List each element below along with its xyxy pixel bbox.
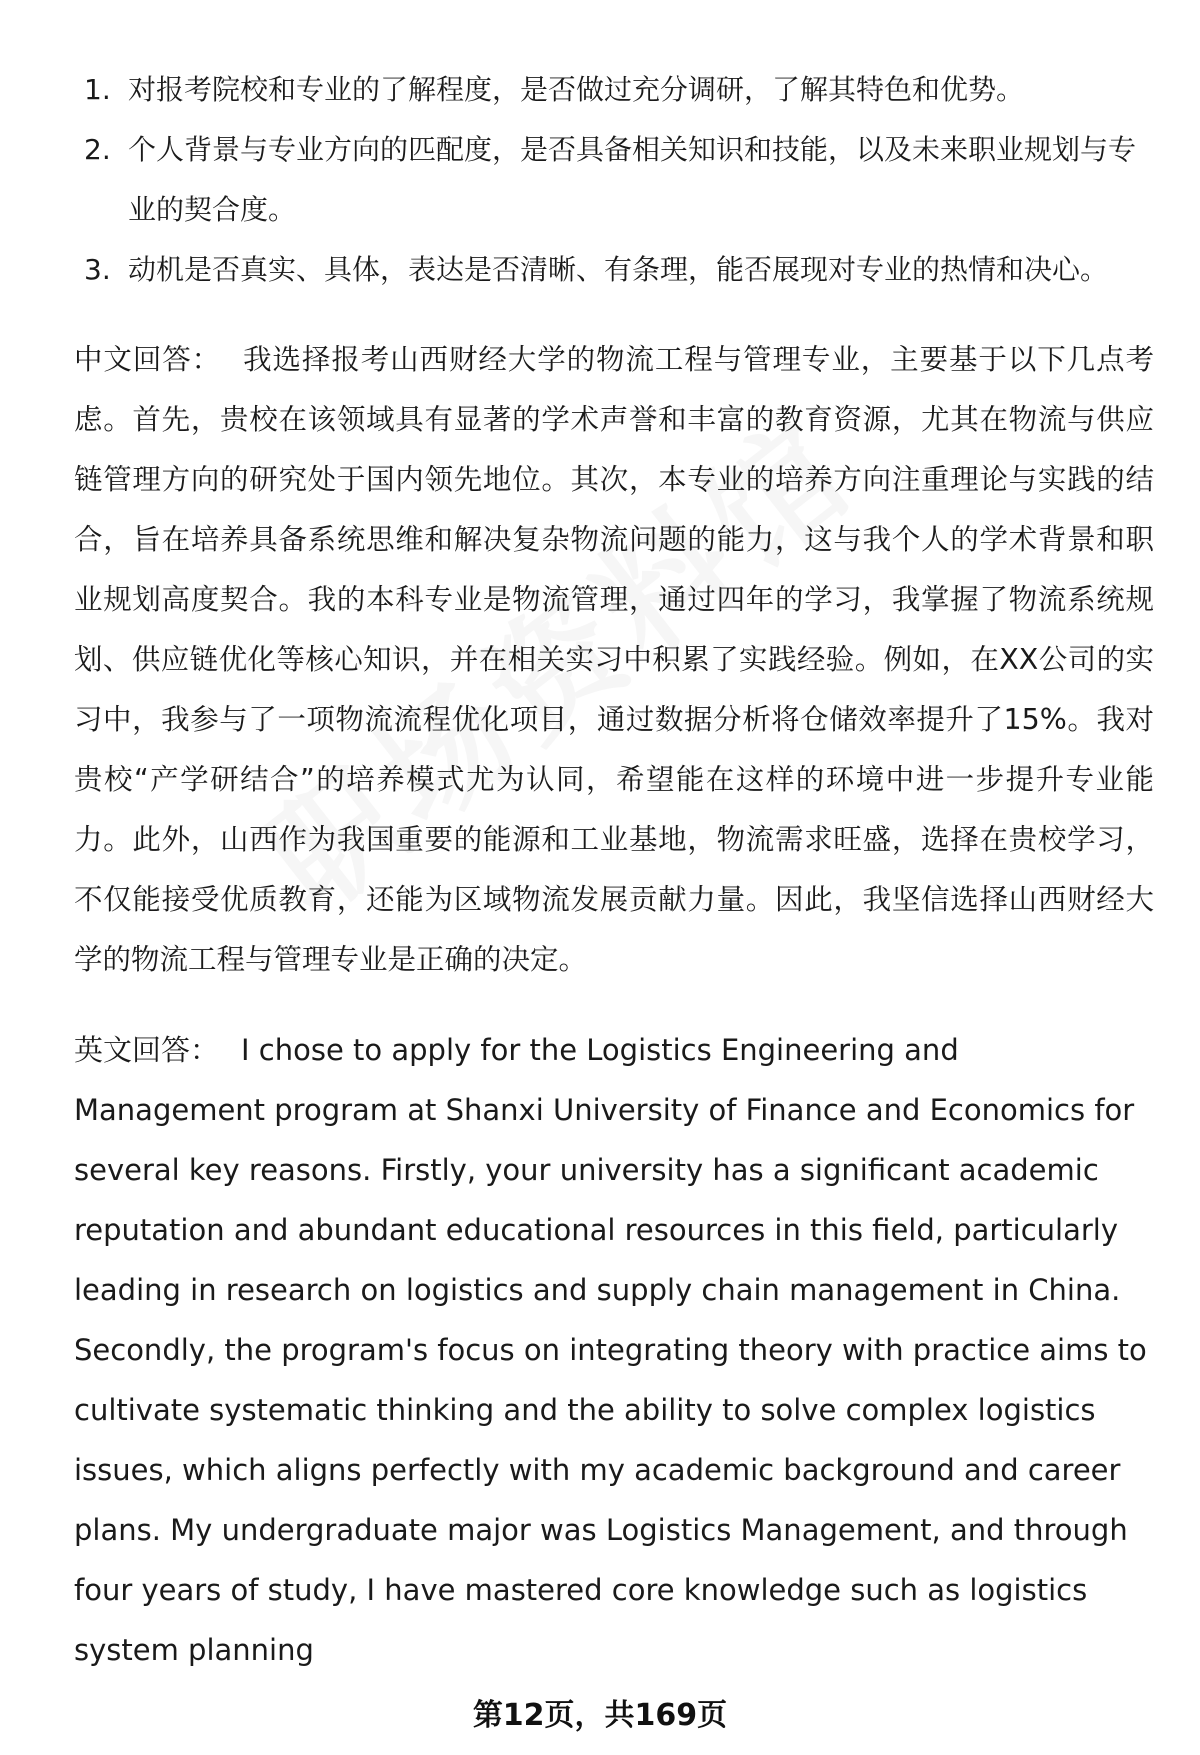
list-text: 动机是否真实、具体，表达是否清晰、有条理，能否展现对专业的热情和决心。 xyxy=(128,253,1109,286)
list-text: 个人背景与专业方向的匹配度，是否具备相关知识和技能，以及未来职业规划与专业的契合度。 xyxy=(128,133,1137,226)
list-number: 3. xyxy=(84,253,111,286)
page-number: 第12页，共169页 xyxy=(472,1698,728,1733)
chinese-answer-text: 我选择报考山西财经大学的物流工程与管理专业，主要基于以下几点考虑。首先，贵校在该领域具有显著的学术声誉和丰富的教育资源，尤其在物流与供应链管理方向的研究处于国内领先地位。其次，本专业的培养方向注重理论与实践的结合，旨在培养具备系统思维和解决复杂物流问题的能力，这与我个人的学术背景和职业规划高度契合。我的本科专业是物流管理，通过四年的学习，我掌握了物流系统规划、供应链优化等核心知识，并在相关实习中积累了实践经验。例如，在XX公司的实习中，我参与了一项物流流程优化项目，通过数据分析将仓储效率提升了15%。我对贵校“产学研结合”的培养模式尤为认同，希望能在这样的环境中进一步提升专业能力。此外，山西作为我国重要的能源和工业基地，物流需求旺盛，选择在贵校学习，不仅能接受优质教育，还能为区域物流发展贡献力量。因此，我坚信选择山西财经大学的物流工程与管理专业是正确的决定。 xyxy=(74,343,1154,976)
list-item xyxy=(74,60,1154,120)
english-answer-label: 英文回答： xyxy=(74,1033,220,1067)
list-item xyxy=(74,240,1154,300)
chinese-answer-paragraph xyxy=(74,330,1154,990)
document-page xyxy=(74,60,1154,1680)
english-answer-text: I chose to apply for the Logistics Engineering and Management program at Shanxi University of Finance and Economics for several key reasons. Firstly, your university has a significant academic reputation and abundant educational resources in this field, particularly leading in research on logistics and supply chain management in China. Secondly, the program's focus on integrating theory with practice aims to cultivate systematic thinking and the ability to solve complex logistics issues, which aligns perfectly with my academic background and career plans. My undergraduate major was Logistics Management, and through four years of study, I have mastered core knowledge such as logistics system planning xyxy=(74,1033,1147,1667)
list-number: 1. xyxy=(84,73,111,106)
list-number: 2. xyxy=(84,133,111,166)
english-answer-paragraph xyxy=(74,1020,1154,1680)
list-item xyxy=(74,120,1154,240)
criteria-list xyxy=(74,60,1154,300)
list-text: 对报考院校和专业的了解程度，是否做过充分调研，了解其特色和优势。 xyxy=(128,73,1025,106)
chinese-answer-label: 中文回答： xyxy=(74,343,222,376)
